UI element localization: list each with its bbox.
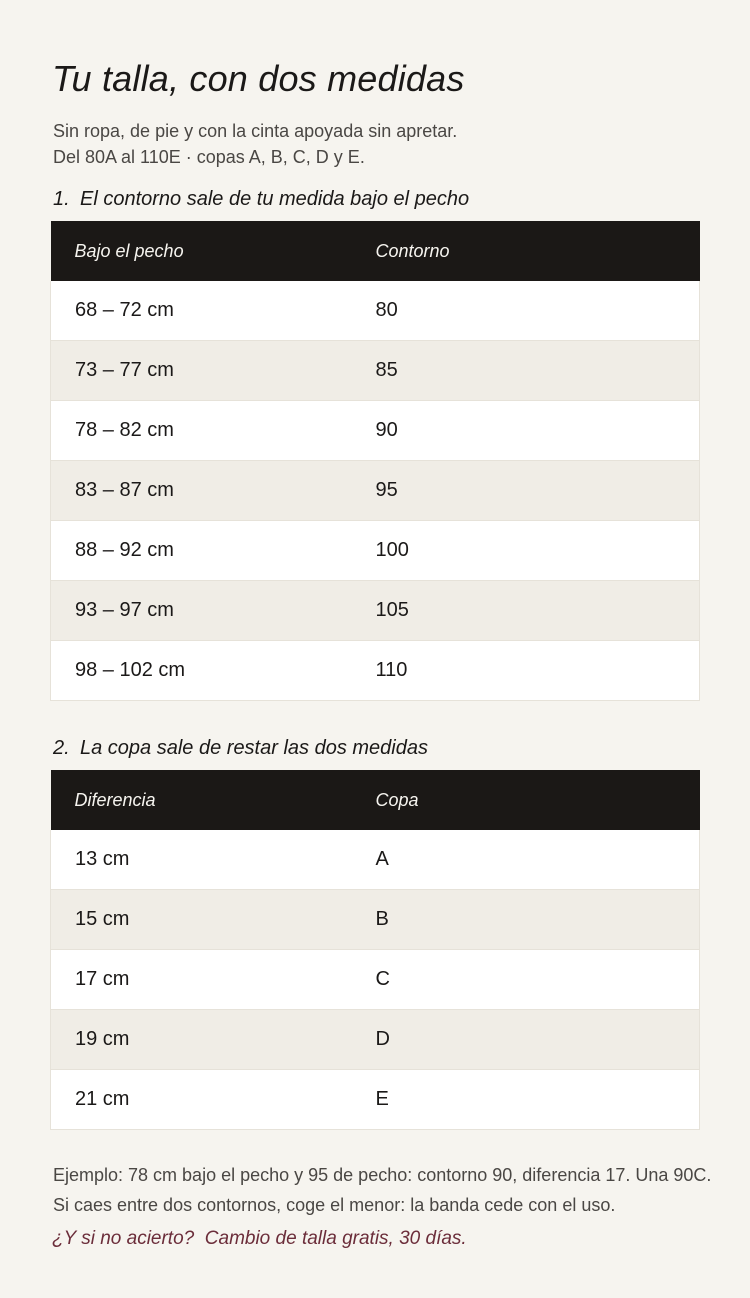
cup-section-heading [53,737,428,760]
band-cell: 85 [352,341,700,401]
band-table-header [51,221,700,281]
underbust-cell: 78 – 82 cm [51,401,352,461]
table-row [51,521,700,581]
cup-cell: B [352,890,700,950]
table-row [51,830,700,890]
band-cell: 90 [352,401,700,461]
cup-cell: D [352,1010,700,1070]
intro-line-instructions: Sin ropa, de pie y con la cinta apoyada sin apretar. [53,121,458,141]
cup-cell: C [352,950,700,1010]
band-section-number: 1. [53,188,70,210]
underbust-cell: 68 – 72 cm [51,281,352,341]
cup-size-table [50,770,700,1130]
band-section-title: El contorno sale de tu medida bajo el pecho [80,188,470,210]
cup-section-title: La copa sale de restar las dos medidas [80,737,428,759]
example-note: Ejemplo: 78 cm bajo el pecho y 95 de pecho: contorno 90, diferencia 17. Una 90C. [53,1165,712,1185]
underbust-cell: 88 – 92 cm [51,521,352,581]
cup-table-header [51,770,700,830]
table-row [51,950,700,1010]
cup-section-number: 2. [53,737,70,759]
table-row [51,581,700,641]
fit-notes [53,1160,711,1220]
intro-line-range: Del 80A al 110E · copas A, B, C, D y E. [53,147,365,167]
table-row [51,401,700,461]
difference-cell: 19 cm [51,1010,352,1070]
table-row [51,461,700,521]
cup-cell: E [352,1070,700,1130]
table-row [51,890,700,950]
difference-cell: 21 cm [51,1070,352,1130]
underbust-cell: 73 – 77 cm [51,341,352,401]
cup-cell: A [352,830,700,890]
band-size-table [50,221,700,701]
table-row [51,281,700,341]
band-section-heading [53,188,469,211]
table-row [51,341,700,401]
difference-cell: 17 cm [51,950,352,1010]
tip-note: Si caes entre dos contornos, coge el menor: la banda cede con el uso. [53,1195,616,1215]
intro-text [53,118,457,170]
table-row [51,1010,700,1070]
underbust-cell: 93 – 97 cm [51,581,352,641]
underbust-cell: 83 – 87 cm [51,461,352,521]
band-cell: 100 [352,521,700,581]
table-row [51,1070,700,1130]
column-header-difference: Diferencia [51,770,352,830]
column-header-cup: Copa [352,770,700,830]
column-header-band: Contorno [352,221,700,281]
page-title: Tu talla, con dos medidas [52,58,465,99]
difference-cell: 15 cm [51,890,352,950]
band-cell: 95 [352,461,700,521]
table-row [51,641,700,701]
underbust-cell: 98 – 102 cm [51,641,352,701]
exchange-policy-text: ¿Y si no acierto? Cambio de talla gratis, 30 días. [52,1228,467,1249]
band-cell: 80 [352,281,700,341]
column-header-underbust: Bajo el pecho [51,221,352,281]
difference-cell: 13 cm [51,830,352,890]
band-cell: 110 [352,641,700,701]
band-cell: 105 [352,581,700,641]
